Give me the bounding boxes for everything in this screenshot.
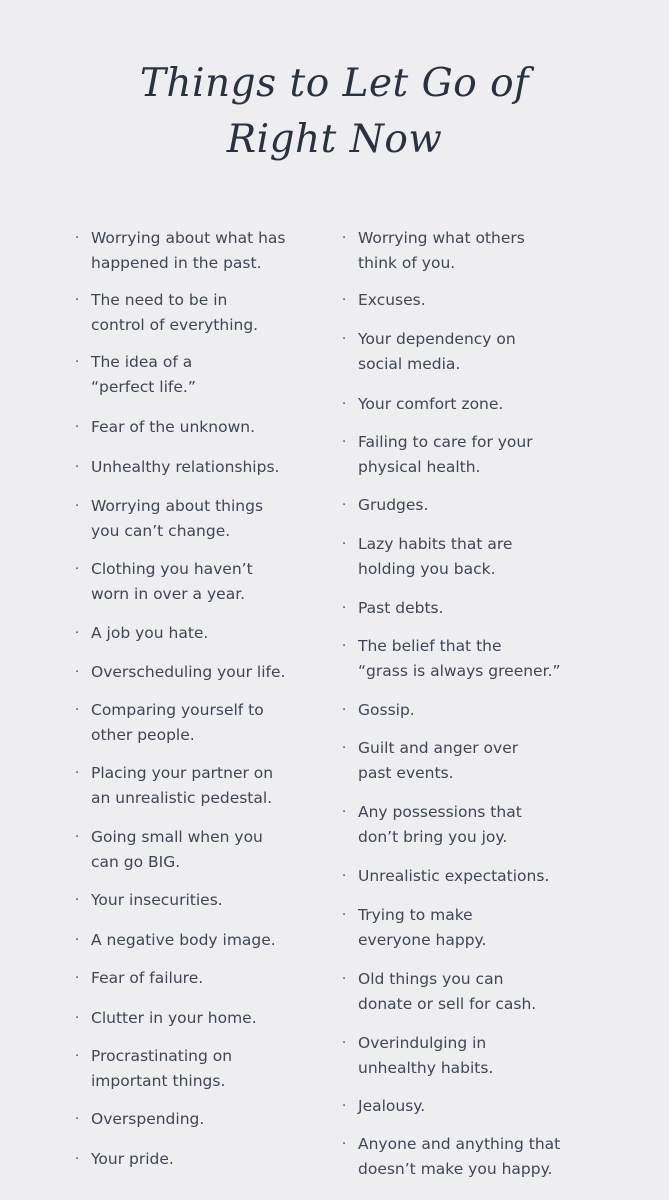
list-item-text: think of you. xyxy=(358,254,456,272)
bullet-icon: · xyxy=(342,601,347,616)
bullet-icon: · xyxy=(75,703,80,718)
list-item xyxy=(75,1107,205,1132)
bullet-icon: · xyxy=(342,703,347,718)
list-item-text: everyone happy. xyxy=(358,931,487,949)
bullet-icon: · xyxy=(342,1137,347,1152)
bullet-icon: · xyxy=(342,332,347,347)
list-item xyxy=(75,660,286,685)
list-item xyxy=(342,698,415,723)
list-item-text: Excuses. xyxy=(358,291,426,309)
bullet-icon: · xyxy=(75,626,80,641)
list-item-text: worn in over a year. xyxy=(91,585,246,603)
bullet-icon: · xyxy=(342,869,347,884)
list-item xyxy=(342,800,522,850)
bullet-icon: · xyxy=(75,293,80,308)
list-item xyxy=(75,557,253,607)
list-item-text: control of everything. xyxy=(91,316,259,334)
list-item-text: Overspending. xyxy=(91,1110,205,1128)
list-item xyxy=(75,1006,257,1031)
list-item-text: Placing your partner on xyxy=(91,764,274,782)
list-item xyxy=(342,634,561,684)
list-item-text: can go BIG. xyxy=(91,853,181,871)
bullet-icon: · xyxy=(75,1152,80,1167)
list-item xyxy=(75,415,255,440)
list-item-text: Trying to make xyxy=(358,906,473,924)
bullet-icon: · xyxy=(342,1099,347,1114)
list-item-text: unhealthy habits. xyxy=(358,1059,494,1077)
list-item-text: Worrying what others xyxy=(358,229,525,247)
list-item xyxy=(75,966,204,991)
list-item-text: Your pride. xyxy=(91,1150,174,1168)
list-item-text: The need to be in xyxy=(91,291,228,309)
bullet-icon: · xyxy=(75,893,80,908)
list-item-text: Failing to care for your xyxy=(358,433,533,451)
list-item-text: The belief that the xyxy=(358,637,502,655)
list-item-text: Clutter in your home. xyxy=(91,1009,257,1027)
bullet-icon: · xyxy=(342,639,347,654)
list-item-text: physical health. xyxy=(358,458,481,476)
list-item-text: an unrealistic pedestal. xyxy=(91,789,273,807)
list-item-text: Overscheduling your life. xyxy=(91,663,286,681)
bullet-icon: · xyxy=(75,766,80,781)
list-item xyxy=(342,430,533,480)
bullet-icon: · xyxy=(342,741,347,756)
list-item xyxy=(75,226,286,276)
list-item-text: holding you back. xyxy=(358,560,496,578)
bullet-icon: · xyxy=(75,1011,80,1026)
list-item xyxy=(75,494,264,544)
list-item xyxy=(75,698,264,748)
bullet-icon: · xyxy=(75,460,80,475)
list-item-text: Your insecurities. xyxy=(91,891,223,909)
list-item-text: important things. xyxy=(91,1072,226,1090)
bullet-icon: · xyxy=(75,933,80,948)
bullet-icon: · xyxy=(342,908,347,923)
bullet-icon: · xyxy=(342,498,347,513)
list-item-text: Going small when you xyxy=(91,828,263,846)
list-item-text: A job you hate. xyxy=(91,624,209,642)
list-item-text: Your dependency on xyxy=(358,330,516,348)
list-item-text: Anyone and anything that xyxy=(358,1135,561,1153)
list-item xyxy=(342,327,516,377)
list-item-text: Clothing you haven’t xyxy=(91,560,253,578)
list-item-text: Grudges. xyxy=(358,496,429,514)
list-item xyxy=(342,596,444,621)
bullet-icon: · xyxy=(75,1049,80,1064)
list-item-text: Your comfort zone. xyxy=(358,395,504,413)
list-item-text: Past debts. xyxy=(358,599,444,617)
list-item-text: you can’t change. xyxy=(91,522,231,540)
list-item-text: Guilt and anger over xyxy=(358,739,519,757)
bullet-icon: · xyxy=(342,537,347,552)
list-item xyxy=(75,621,209,646)
list-item xyxy=(342,392,504,417)
list-item-text: Worrying about things xyxy=(91,497,264,515)
list-item xyxy=(75,455,280,480)
list-item xyxy=(75,1147,174,1172)
list-item xyxy=(75,1044,233,1094)
list-item xyxy=(75,888,223,913)
bullet-icon: · xyxy=(342,1036,347,1051)
list-item-text: Procrastinating on xyxy=(91,1047,233,1065)
bullet-icon: · xyxy=(342,435,347,450)
list-item-text: The idea of a xyxy=(91,353,193,371)
page-title xyxy=(0,56,669,168)
list-item-text: past events. xyxy=(358,764,454,782)
list-item-text: Lazy habits that are xyxy=(358,535,513,553)
list-item-text: Comparing yourself to xyxy=(91,701,264,719)
list-item xyxy=(342,226,525,276)
list-item-text: A negative body image. xyxy=(91,931,276,949)
list-item xyxy=(342,967,537,1017)
bullet-icon: · xyxy=(342,972,347,987)
list-item xyxy=(342,903,487,953)
bullet-icon: · xyxy=(75,355,80,370)
list-item xyxy=(342,532,513,582)
bullet-icon: · xyxy=(342,805,347,820)
list-item xyxy=(342,1132,561,1182)
list-item xyxy=(75,350,196,400)
list-item xyxy=(342,493,429,518)
bullet-icon: · xyxy=(75,420,80,435)
bullet-icon: · xyxy=(75,971,80,986)
bullet-icon: · xyxy=(342,293,347,308)
list-item xyxy=(75,928,276,953)
list-item-text: Unhealthy relationships. xyxy=(91,458,280,476)
list-item-text: Fear of the unknown. xyxy=(91,418,255,436)
list-item xyxy=(75,288,259,338)
bullet-icon: · xyxy=(75,499,80,514)
bullet-icon: · xyxy=(75,231,80,246)
list-item xyxy=(342,288,426,313)
list-item xyxy=(75,761,274,811)
title-line-2: Right Now xyxy=(226,117,443,162)
list-item-text: doesn’t make you happy. xyxy=(358,1160,553,1178)
list-item xyxy=(75,825,263,875)
list-item xyxy=(342,736,519,786)
list-item-text: don’t bring you joy. xyxy=(358,828,508,846)
list-item-text: happened in the past. xyxy=(91,254,262,272)
list-item-text: other people. xyxy=(91,726,195,744)
list-item xyxy=(342,1031,494,1081)
list-item-text: Old things you can xyxy=(358,970,504,988)
list-item-text: “grass is always greener.” xyxy=(358,662,561,680)
list-item-text: donate or sell for cash. xyxy=(358,995,537,1013)
bullet-icon: · xyxy=(75,665,80,680)
list-item-text: Unrealistic expectations. xyxy=(358,867,550,885)
bullet-icon: · xyxy=(75,562,80,577)
list-item-text: Jealousy. xyxy=(358,1097,426,1115)
list-item-text: Worrying about what has xyxy=(91,229,286,247)
list-item-text: Any possessions that xyxy=(358,803,522,821)
list-item xyxy=(342,1094,426,1119)
bullet-icon: · xyxy=(75,1112,80,1127)
title-line-1: Things to Let Go of xyxy=(139,61,530,106)
bullet-icon: · xyxy=(75,830,80,845)
list-item-text: Gossip. xyxy=(358,701,415,719)
list-item-text: “perfect life.” xyxy=(91,378,196,396)
list-item-text: Fear of failure. xyxy=(91,969,204,987)
list-item xyxy=(342,864,550,889)
list-item-text: social media. xyxy=(358,355,461,373)
list-item-text: Overindulging in xyxy=(358,1034,487,1052)
bullet-icon: · xyxy=(342,397,347,412)
bullet-icon: · xyxy=(342,231,347,246)
